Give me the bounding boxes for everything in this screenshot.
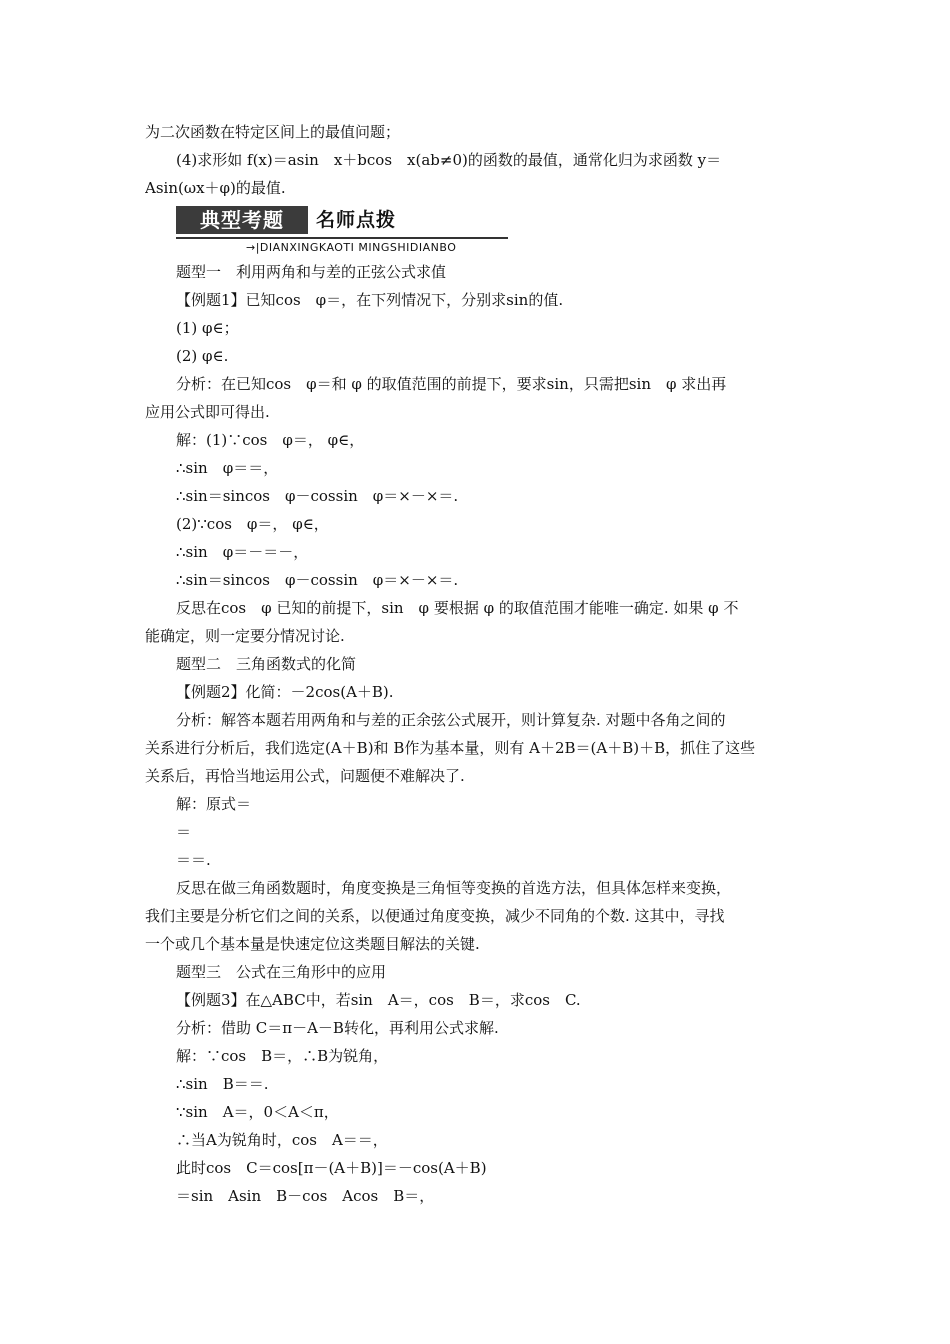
text-line: 关系进行分析后，我们选定(A＋B)和 B作为基本量，则有 A＋2B＝(A＋B)＋B，抓住了这些	[145, 739, 756, 757]
section-heading: 题型二 三角函数式的化简	[176, 655, 357, 673]
banner-title-light: 名师点拨	[316, 209, 397, 231]
banner-divider	[176, 237, 508, 239]
reflection-line: 反思在cos φ 已知的前提下，sin φ 要根据 φ 的取值范围才能唯一确定. 如果 φ 不	[176, 599, 739, 617]
text-line: 能确定，则一定要分情况讨论.	[145, 627, 345, 645]
section-banner	[176, 206, 508, 256]
text-line: ＝	[176, 823, 192, 841]
text-line: ∵sin A＝，0＜A＜π，	[176, 1103, 339, 1121]
text-line: ∴sin φ＝－＝－，	[176, 543, 309, 561]
analysis-line: 分析：在已知cos φ＝和 φ 的取值范围的前提下，要求sin，只需把sin φ 求出再	[176, 375, 727, 393]
section-heading: 题型三 公式在三角形中的应用	[176, 963, 387, 981]
text-line: ∴当A为锐角时，cos A＝＝，	[176, 1131, 388, 1149]
text-line: 一个或几个基本量是快速定位这类题目解法的关键.	[145, 935, 480, 953]
text-line: 我们主要是分析它们之间的关系，以便通过角度变换，减少不同角的个数. 这其中，寻找	[145, 907, 725, 925]
example-line: 【例题1】已知cos φ＝，在下列情况下，分别求sin的值.	[176, 291, 564, 309]
text-line: Asin(ωx＋φ)的最值.	[145, 179, 286, 197]
text-line: 此时cos C＝cos[π－(A＋B)]＝－cos(A＋B)	[176, 1159, 487, 1177]
text-line: ∴sin＝sincos φ－cossin φ＝×－×＝.	[176, 571, 459, 589]
text-line: ∴sin B＝＝.	[176, 1075, 269, 1093]
section-heading: 题型一 利用两角和与差的正弦公式求值	[176, 263, 447, 281]
text-line: ＝sin Asin B－cos Acos B＝，	[176, 1187, 435, 1205]
text-line: (1) φ∈；	[176, 319, 239, 337]
text-line: (2) φ∈.	[176, 347, 229, 365]
example-line: 【例题3】在△ABC中，若sin A＝，cos B＝，求cos C.	[176, 991, 581, 1009]
reflection-line: 反思在做三角函数题时，角度变换是三角恒等变换的首选方法，但具体怎样来变换，	[176, 879, 732, 897]
banner-title-dark: 典型考题	[176, 206, 308, 234]
solution-line: 解：原式＝	[176, 795, 252, 813]
text-line: (2)∵cos φ＝， φ∈，	[176, 515, 329, 533]
text-line: (4)求形如 f(x)＝asin x＋bcos x(ab≠0)的函数的最值，通常化归为求函数 y＝	[176, 151, 722, 169]
solution-line: 解：∵cos B＝，∴B为锐角，	[176, 1047, 389, 1065]
text-line: 关系后，再恰当地运用公式，问题便不难解决了.	[145, 767, 465, 785]
analysis-line: 分析：借助 C＝π－A－B转化，再利用公式求解.	[176, 1019, 499, 1037]
example-line: 【例题2】化简：－2cos(A＋B).	[176, 683, 394, 701]
text-line: 应用公式即可得出.	[145, 403, 270, 421]
banner-subtitle: →|DIANXINGKAOTI MINGSHIDIANBO	[246, 241, 457, 254]
analysis-line: 分析：解答本题若用两角和与差的正余弦公式展开，则计算复杂. 对题中各角之间的	[176, 711, 726, 729]
text-line: ∴sin φ＝＝，	[176, 459, 279, 477]
text-line: 为二次函数在特定区间上的最值问题；	[145, 123, 401, 141]
text-line: ＝＝.	[176, 851, 211, 869]
solution-line: 解：(1)∵cos φ＝， φ∈，	[176, 431, 365, 449]
text-line: ∴sin＝sincos φ－cossin φ＝×－×＝.	[176, 487, 459, 505]
